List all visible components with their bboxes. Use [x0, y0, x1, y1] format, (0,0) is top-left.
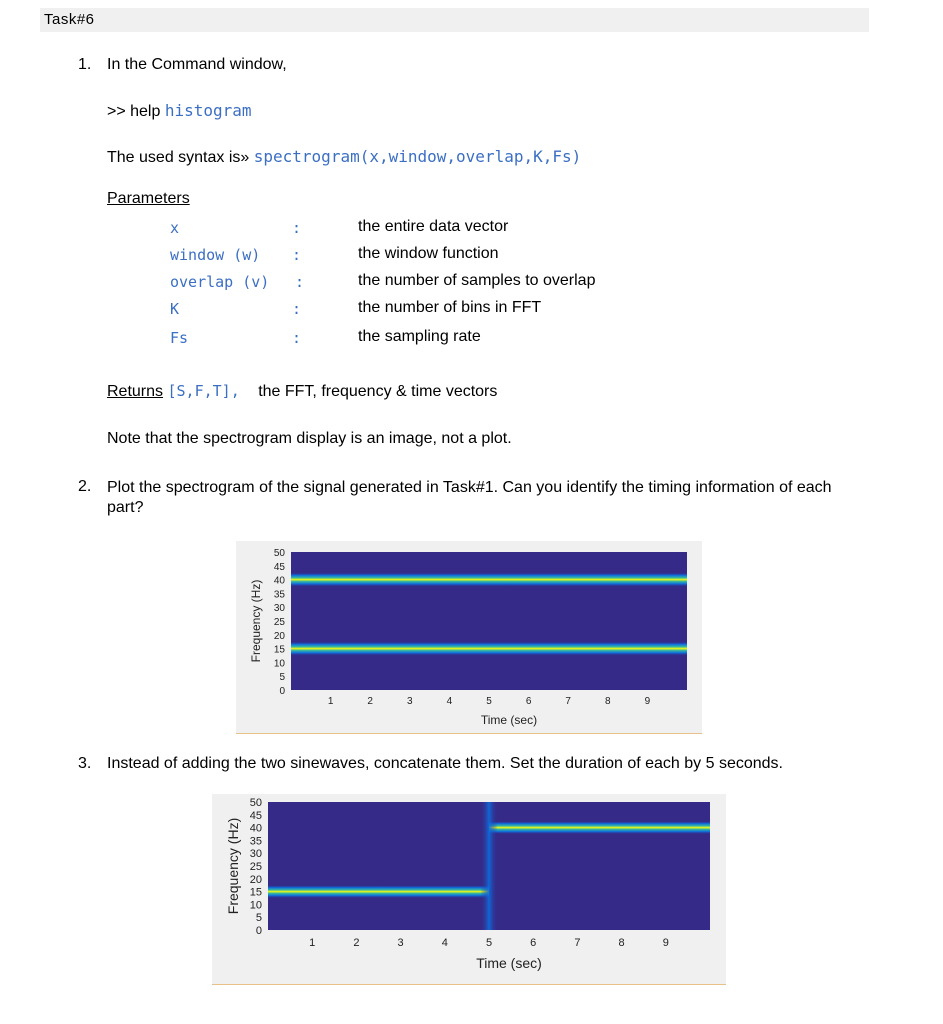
y-tick-label: 20 [249, 873, 262, 886]
y-tick-label: 40 [273, 575, 285, 587]
y-tick-label: 5 [279, 672, 285, 684]
y-axis-label: Frequency (Hz) [249, 579, 263, 663]
transition-glow [480, 802, 498, 930]
x-tick-label: 9 [662, 937, 669, 949]
spectrogram-figure-2 [212, 794, 726, 985]
y-tick-label: 45 [273, 561, 285, 573]
param-desc: the entire data vector [358, 218, 509, 235]
param-name: Fs [170, 329, 189, 347]
param-name: x [170, 219, 180, 237]
returns-code: [S,F,T], [167, 382, 240, 400]
y-tick-label: 0 [255, 925, 262, 937]
param-desc: the number of bins in FFT [358, 299, 542, 316]
param-name: window (w) [170, 246, 261, 264]
x-tick-label: 8 [605, 696, 611, 707]
x-tick-label: 5 [486, 696, 492, 707]
x-axis-label: Time (sec) [480, 713, 538, 727]
param-desc: the window function [358, 245, 499, 262]
x-tick-label: 7 [574, 937, 581, 949]
param-name: K [170, 300, 180, 318]
param-desc: the sampling rate [358, 328, 481, 345]
y-tick-label: 30 [249, 848, 262, 861]
param-colon: : [292, 246, 302, 264]
x-tick-label: 6 [530, 937, 537, 949]
y-tick-label: 15 [273, 644, 285, 656]
returns-desc: the FFT, frequency & time vectors [258, 383, 498, 400]
item1-number: 1. [78, 56, 92, 73]
returns-label: Returns [107, 383, 164, 400]
frequency-band [489, 821, 710, 834]
syntax-label: The used syntax is» [107, 149, 250, 166]
y-tick-label: 35 [249, 835, 262, 848]
y-tick-label: 30 [273, 603, 285, 615]
item3-number: 3. [78, 755, 92, 772]
x-tick-label: 5 [485, 937, 493, 949]
x-tick-label: 3 [407, 696, 413, 707]
y-tick-label: 0 [279, 686, 285, 697]
note-text: Note that the spectrogram display is an image, not a plot. [107, 430, 512, 447]
spectrogram-figure-1 [236, 541, 702, 734]
param-colon: : [292, 300, 302, 318]
help-code: histogram [164, 101, 252, 120]
y-axis-label: Frequency (Hz) [225, 817, 241, 915]
y-tick-label: 25 [273, 617, 285, 628]
help-prompt: >> help [107, 103, 161, 120]
param-colon: : [295, 273, 305, 291]
x-tick-label: 1 [309, 937, 316, 949]
help-line [107, 101, 252, 121]
x-tick-label: 9 [644, 696, 651, 707]
param-colon: : [292, 329, 302, 347]
param-colon: : [292, 219, 302, 237]
spectrogram-chart-2 [212, 794, 726, 984]
y-tick-label: 15 [249, 886, 262, 899]
x-tick-label: 4 [441, 937, 448, 949]
y-tick-label: 35 [273, 589, 285, 601]
frequency-band [291, 641, 687, 655]
task-title: Task#6 [44, 11, 95, 28]
x-tick-label: 6 [525, 696, 532, 707]
y-tick-label: 40 [249, 822, 262, 835]
y-tick-label: 10 [249, 899, 262, 912]
params-title: Parameters [107, 190, 190, 207]
param-name: overlap (v) [170, 273, 270, 291]
x-tick-label: 2 [367, 696, 373, 707]
y-tick-label: 50 [273, 548, 285, 559]
y-tick-label: 5 [255, 912, 262, 925]
param-desc: the number of samples to overlap [358, 272, 596, 289]
y-tick-label: 25 [249, 861, 262, 873]
frequency-band [291, 572, 687, 586]
item2-text: Plot the spectrogram of the signal generated in Task#1. Can you identify the timing information of each part? [107, 479, 832, 516]
x-tick-label: 2 [353, 937, 360, 949]
frequency-band [268, 885, 489, 898]
syntax-line [107, 147, 581, 167]
y-tick-label: 50 [249, 797, 262, 809]
x-axis-label: Time (sec) [476, 955, 542, 971]
x-tick-label: 3 [397, 937, 404, 949]
item2-number: 2. [78, 478, 92, 495]
x-tick-label: 7 [565, 696, 571, 707]
y-tick-label: 45 [249, 809, 262, 822]
item3-text: Instead of adding the two sinewaves, concatenate them. Set the duration of each by 5 seconds. [107, 755, 783, 772]
x-tick-label: 4 [446, 696, 453, 707]
syntax-code: spectrogram(x,window,overlap,K,Fs) [253, 147, 582, 166]
task-header [40, 8, 869, 32]
returns-line [107, 382, 497, 401]
y-tick-label: 10 [273, 658, 285, 670]
y-tick-label: 20 [273, 630, 285, 642]
x-tick-label: 8 [618, 937, 625, 949]
spectrogram-chart-1 [236, 541, 702, 733]
item1-text: In the Command window, [107, 56, 287, 73]
x-tick-label: 1 [327, 696, 334, 707]
